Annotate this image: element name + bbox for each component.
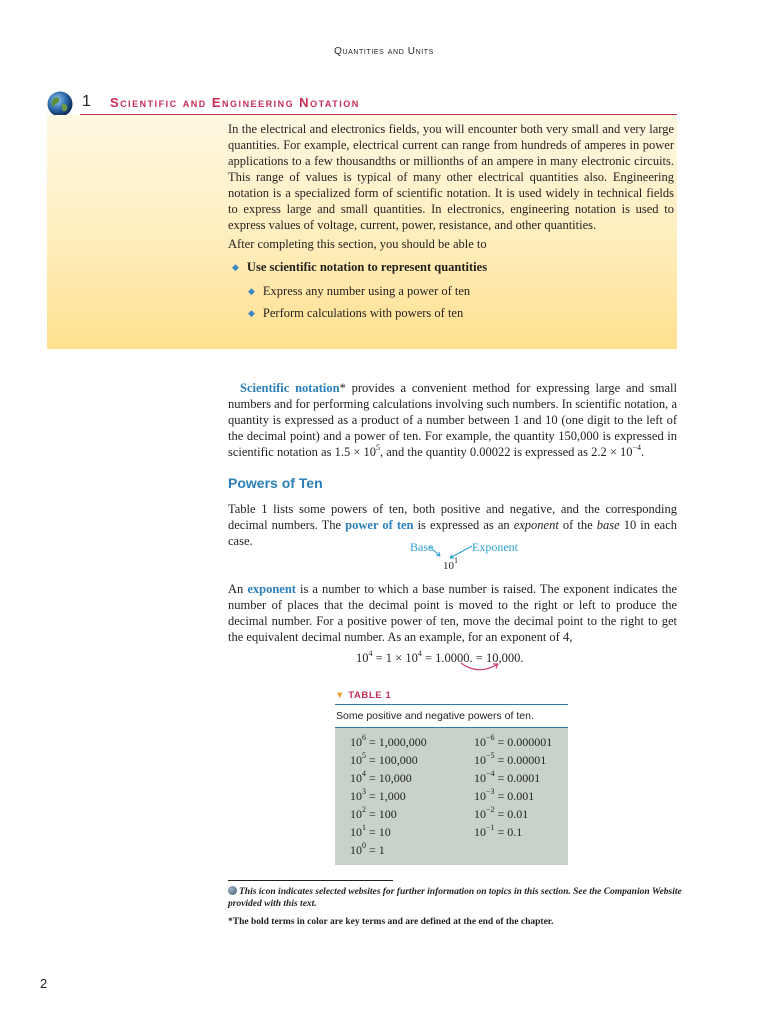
paragraph-text: is a number to which a base number is raised. The exponent indicates the number of places that the decimal point is moved to the right or left to produce the decimal number. For a positive power of ten, move the decimal point to the right to get the equivalent decimal number. As an example, for an exponent of 4,	[228, 582, 677, 644]
base-label: Base	[410, 540, 434, 554]
objective-main	[232, 259, 487, 276]
objective-main-text: Use scientific notation to represent quantities	[246, 260, 488, 274]
negative-powers-column	[474, 733, 552, 841]
footnote-rule	[228, 880, 393, 881]
powers-of-ten-heading: Powers of Ten	[228, 475, 323, 491]
paragraph-text: is expressed as an	[413, 518, 514, 532]
diagram-base: 10	[443, 560, 454, 572]
table-row: $10^{-5} = 0.00001$	[474, 751, 547, 767]
paragraph-text: , and the quantity 0.00022 is expressed as 2.2 × 10	[380, 445, 633, 459]
equation-exponent: 4	[417, 648, 422, 658]
table-row: $10^1 = 10$	[350, 823, 391, 839]
table-row: $10^2 = 100$	[350, 805, 397, 821]
table-caption: Some positive and negative powers of ten.	[336, 710, 534, 722]
objectives-lead: After completing this section, you should be able to	[228, 237, 487, 251]
table-row: $10^4 = 10,000$	[350, 769, 412, 785]
table-row: $10^{-6} = 0.000001$	[474, 733, 553, 749]
table-label-text: TABLE 1	[348, 690, 392, 701]
footnote-icon	[228, 886, 688, 910]
superscript: 5	[376, 442, 380, 452]
bullet-icon: ◆	[248, 308, 255, 318]
globe-icon[interactable]	[47, 91, 73, 117]
footnote-text: This icon indicates selected websites for further information on topics in this section. See the Companion Website provided with this text.	[228, 887, 682, 909]
section-title: Scientific and Engineering Notation	[110, 95, 360, 110]
paragraph-text: An	[228, 582, 248, 596]
table-row: $10^{-4} = 0.0001$	[474, 769, 541, 785]
running-head: Quantities and Units	[334, 46, 434, 57]
positive-powers-column	[350, 733, 427, 859]
diagram-exponent: 1	[454, 556, 458, 566]
diagram-power	[443, 556, 458, 572]
paragraph-text: of the	[558, 518, 597, 532]
equation-base: 10	[356, 651, 369, 665]
objective-sub-text: Express any number using a power of ten	[262, 284, 471, 298]
triangle-down-icon: ▼	[335, 690, 346, 701]
keyword-power-of-ten[interactable]: power of ten	[345, 518, 414, 532]
equation-middle: = 1 × 10	[372, 651, 418, 665]
table-row: $10^0 = 1$	[350, 841, 385, 857]
table-row: $10^6 = 1,000,000$	[350, 733, 427, 749]
exponent-paragraph	[228, 581, 677, 645]
footnote-star: *	[339, 381, 346, 395]
section-number: 1	[82, 93, 91, 110]
objective-sub	[248, 283, 470, 300]
table-label	[335, 690, 391, 701]
bullet-icon: ◆	[248, 286, 255, 296]
objective-sub	[248, 305, 463, 322]
superscript: −4	[632, 442, 642, 452]
globe-icon	[228, 886, 237, 895]
italic-term: base	[596, 518, 620, 532]
table-row: $10^{-2} = 0.01$	[474, 805, 529, 821]
table-row: $10^{-3} = 0.001$	[474, 787, 535, 803]
objective-sub-text: Perform calculations with powers of ten	[262, 306, 464, 320]
scientific-notation-paragraph	[228, 380, 677, 460]
italic-term: exponent	[513, 518, 559, 532]
equation-exponent: 4	[368, 648, 373, 658]
paragraph-text: .	[641, 445, 645, 459]
table-row: $10^3 = 1,000$	[350, 787, 406, 803]
table-rule	[335, 704, 568, 705]
bullet-icon: ◆	[232, 262, 239, 272]
exponent-label: Exponent	[472, 540, 518, 554]
paragraph-text: 10 in each case.	[228, 518, 677, 548]
table-reference-paragraph	[228, 501, 677, 549]
footnote-key-terms: *The bold terms in color are key terms and are defined at the end of the chapter.	[228, 917, 554, 927]
keyword-scientific-notation[interactable]: Scientific notation	[240, 381, 340, 395]
table-row: $10^5 = 100,000$	[350, 751, 418, 767]
powers-table	[335, 728, 568, 865]
decimal-shift-arrow-icon	[458, 660, 504, 674]
table-row: $10^{-1} = 0.1$	[474, 823, 523, 839]
paragraph-text: provides a convenient method for expressing large and small numbers and for performing calculations involving such numbers. In scientific notation, a quantity is expressed as a product of a number between 1 and 10 (one digit to the left of the decimal point) and a power of ten. For example, the quantity 150,000 is expressed in scientific notation as 1.5 × 10	[228, 381, 677, 459]
keyword-exponent[interactable]: exponent	[247, 582, 296, 596]
paragraph-text: Table 1 lists some powers of ten, both positive and negative, and the corresponding decimal numbers. The	[228, 502, 677, 532]
page-number: 2	[40, 976, 48, 991]
equation-rest: = 1.0000. = 10,000.	[421, 651, 524, 665]
intro-paragraph: In the electrical and electronics fields, you will encounter both very small and very large quantities. For example, electrical current can range from hundreds of amperes in power applications to a few thousandths or millionths of an ampere in many electronic circuits. This range of values is typical of many other electrical quantities also. Engineering notation is a specialized form of scientific notation. It is used widely in technical fields to express large and small quantities. In electronics, engineering notation is used to express values of voltage, current, power, resistance, and other quantities.	[228, 122, 674, 232]
